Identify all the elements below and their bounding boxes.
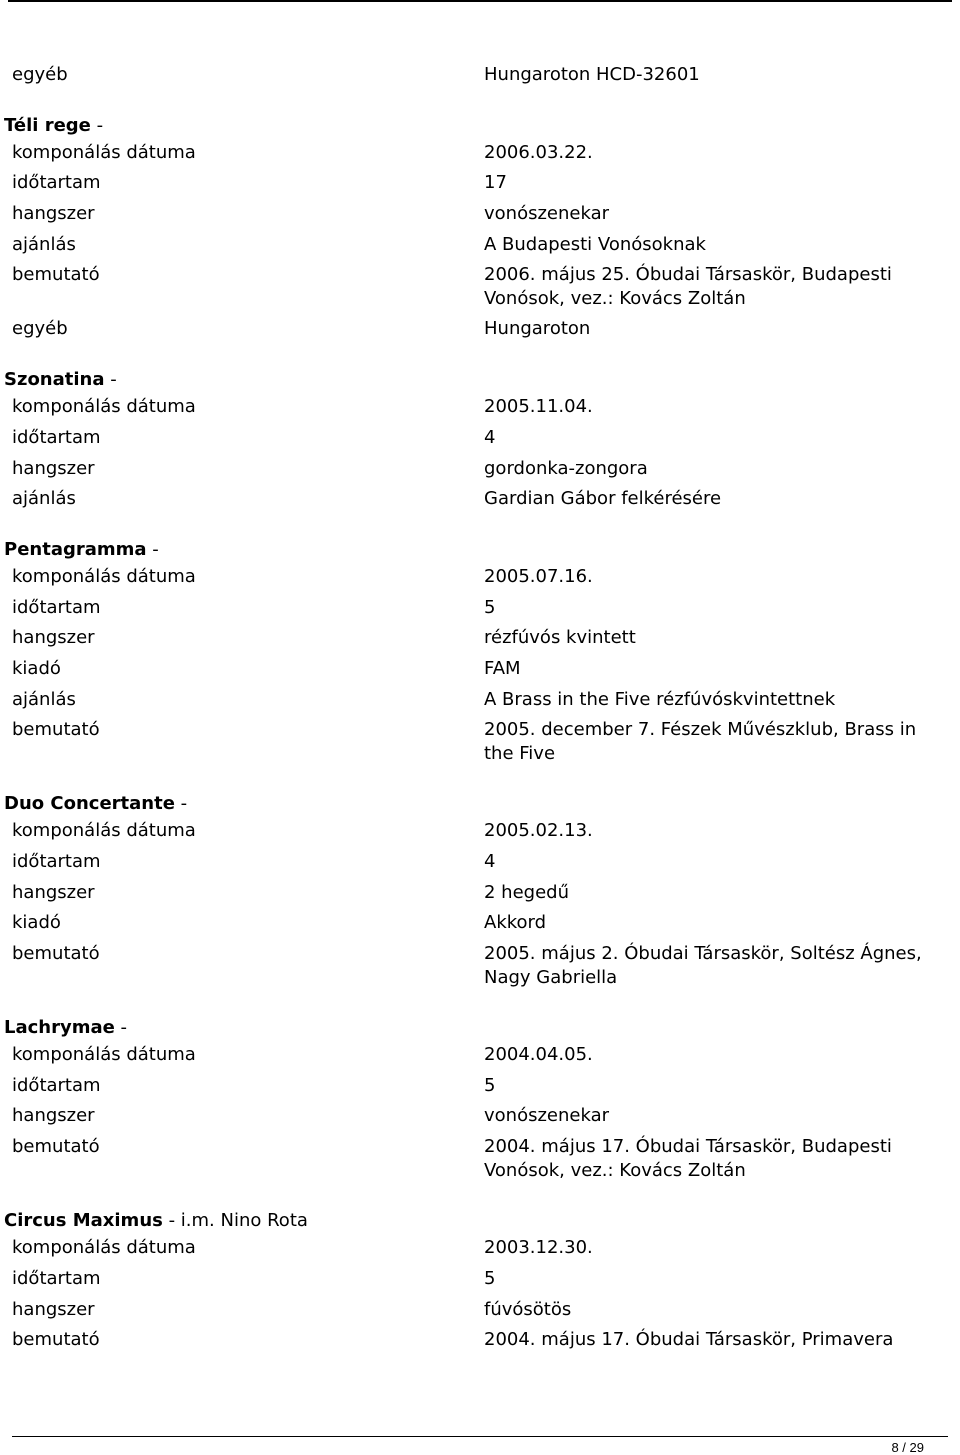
field-row (0, 1325, 960, 1379)
field-label: kiadó (12, 657, 61, 679)
field-row (0, 484, 960, 515)
field-value: 2004.04.05. (484, 1044, 593, 1066)
field-label: időtartam (12, 1074, 101, 1096)
field-value: 17 (484, 172, 507, 194)
work-heading (0, 792, 960, 816)
field-row (0, 1040, 960, 1071)
field-label: bemutató (12, 1136, 100, 1158)
field-row (0, 260, 960, 314)
field-row (0, 1132, 960, 1186)
field-label: hangszer (12, 457, 95, 479)
field-label: bemutató (12, 943, 100, 965)
field-label: komponálás dátuma (12, 1237, 196, 1259)
field-row (0, 593, 960, 624)
field-label: egyéb (12, 318, 68, 340)
field-value: 2006. május 25. Óbudai Társaskör, Budapesti Vonósok, vez.: Kovács Zoltán (484, 264, 892, 310)
work-heading (0, 1209, 960, 1233)
field-value: 2005.11.04. (484, 396, 593, 418)
work-subtitle: - (174, 793, 188, 815)
field-label: ajánlás (12, 233, 76, 255)
field-label: komponálás dátuma (12, 396, 196, 418)
field-label: hangszer (12, 203, 95, 225)
field-label: komponálás dátuma (12, 565, 196, 587)
field-label: komponálás dátuma (12, 820, 196, 842)
field-value: 4 (484, 851, 496, 872)
work-subtitle: - (90, 114, 104, 136)
work-entry (0, 1209, 960, 1379)
top-rule (8, 0, 952, 2)
field-row (0, 230, 960, 261)
field-row (0, 908, 960, 939)
page-number: 8 / 29 (891, 1440, 924, 1455)
field-row (0, 1295, 960, 1326)
work-title: Pentagramma (4, 538, 147, 560)
field-value: A Budapesti Vonósoknak (484, 233, 706, 255)
field-value: Hungaroton (484, 318, 591, 340)
field-row (0, 816, 960, 847)
field-label: bemutató (12, 1329, 100, 1351)
work-title: Circus Maximus (4, 1210, 163, 1232)
field-row (0, 939, 960, 993)
field-value: 2005. december 7. Fészek Művészklub, Brass in the Five (484, 719, 917, 765)
field-row (0, 847, 960, 878)
work-title: Duo Concertante (4, 793, 175, 815)
field-value: 2003.12.30. (484, 1237, 593, 1259)
field-label: ajánlás (12, 488, 76, 510)
footer-rule (12, 1436, 948, 1437)
field-value: FAM (484, 657, 521, 679)
field-row (0, 715, 960, 769)
field-label: komponálás dátuma (12, 1044, 196, 1066)
field-label: hangszer (12, 881, 95, 903)
field-label: időtartam (12, 172, 101, 194)
field-label: időtartam (12, 596, 101, 618)
field-label: időtartam (12, 851, 101, 872)
field-value: fúvósötös (484, 1298, 572, 1320)
field-label: komponálás dátuma (12, 141, 196, 163)
field-label: hangszer (12, 1298, 95, 1320)
work-title: Szonatina (4, 369, 105, 391)
field-row (0, 1264, 960, 1295)
work-title: Lachrymae (4, 1017, 115, 1039)
field-row (0, 562, 960, 593)
work-list (0, 60, 960, 1379)
field-label: egyéb (12, 64, 68, 85)
pre-entry-row (0, 60, 960, 91)
field-label: hangszer (12, 1105, 95, 1127)
work-entry (0, 792, 960, 993)
field-label: időtartam (12, 1267, 101, 1289)
field-label: kiadó (12, 912, 61, 934)
field-value: rézfúvós kvintett (484, 627, 636, 649)
field-value: 2005.02.13. (484, 820, 593, 842)
field-row (0, 623, 960, 654)
field-label: időtartam (12, 426, 101, 448)
field-row (0, 654, 960, 685)
field-value: vonószenekar (484, 203, 610, 225)
field-row (0, 392, 960, 423)
work-entry (0, 114, 960, 345)
field-value: Akkord (484, 912, 547, 934)
field-label: hangszer (12, 627, 95, 649)
field-value: 2 hegedű (484, 881, 569, 903)
field-value: Gardian Gábor felkérésére (484, 488, 722, 510)
field-value: 5 (484, 1267, 496, 1289)
work-subtitle: - i.m. Nino Rota (162, 1210, 308, 1232)
field-value: 2004. május 17. Óbudai Társaskör, Budapesti Vonósok, vez.: Kovács Zoltán (484, 1136, 892, 1182)
field-value: 5 (484, 596, 496, 618)
field-row (0, 423, 960, 454)
work-heading (0, 538, 960, 562)
work-entry (0, 538, 960, 769)
field-value: vonószenekar (484, 1105, 610, 1127)
work-heading (0, 1016, 960, 1040)
field-value: 2005.07.16. (484, 565, 593, 587)
field-row (0, 1071, 960, 1102)
work-entry (0, 368, 960, 515)
field-row (0, 314, 960, 345)
work-subtitle: - (146, 538, 159, 560)
field-label: ajánlás (12, 688, 76, 710)
field-row (0, 1101, 960, 1132)
field-row (0, 454, 960, 485)
field-row (0, 168, 960, 199)
field-value: 5 (484, 1074, 496, 1096)
work-heading (0, 114, 960, 138)
work-title: Téli rege (4, 114, 91, 136)
field-value: 2005. május 2. Óbudai Társaskör, Soltész Ágnes, Nagy Gabriella (484, 943, 922, 989)
work-entry (0, 1016, 960, 1186)
field-row (0, 685, 960, 716)
field-row (0, 1233, 960, 1264)
field-row (0, 138, 960, 169)
field-label: bemutató (12, 719, 100, 741)
field-value: Hungaroton HCD-32601 (484, 64, 700, 85)
work-subtitle: - (104, 369, 117, 391)
field-value: A Brass in the Five rézfúvóskvintettnek (484, 688, 836, 710)
field-row (0, 878, 960, 909)
work-subtitle: - (114, 1017, 128, 1039)
work-heading (0, 368, 960, 392)
field-value: 2004. május 17. Óbudai Társaskör, Primavera (484, 1329, 894, 1351)
field-value: 4 (484, 426, 496, 448)
field-value: 2006.03.22. (484, 141, 593, 163)
field-row (0, 199, 960, 230)
field-value: gordonka-zongora (484, 457, 648, 479)
field-label: bemutató (12, 264, 100, 286)
